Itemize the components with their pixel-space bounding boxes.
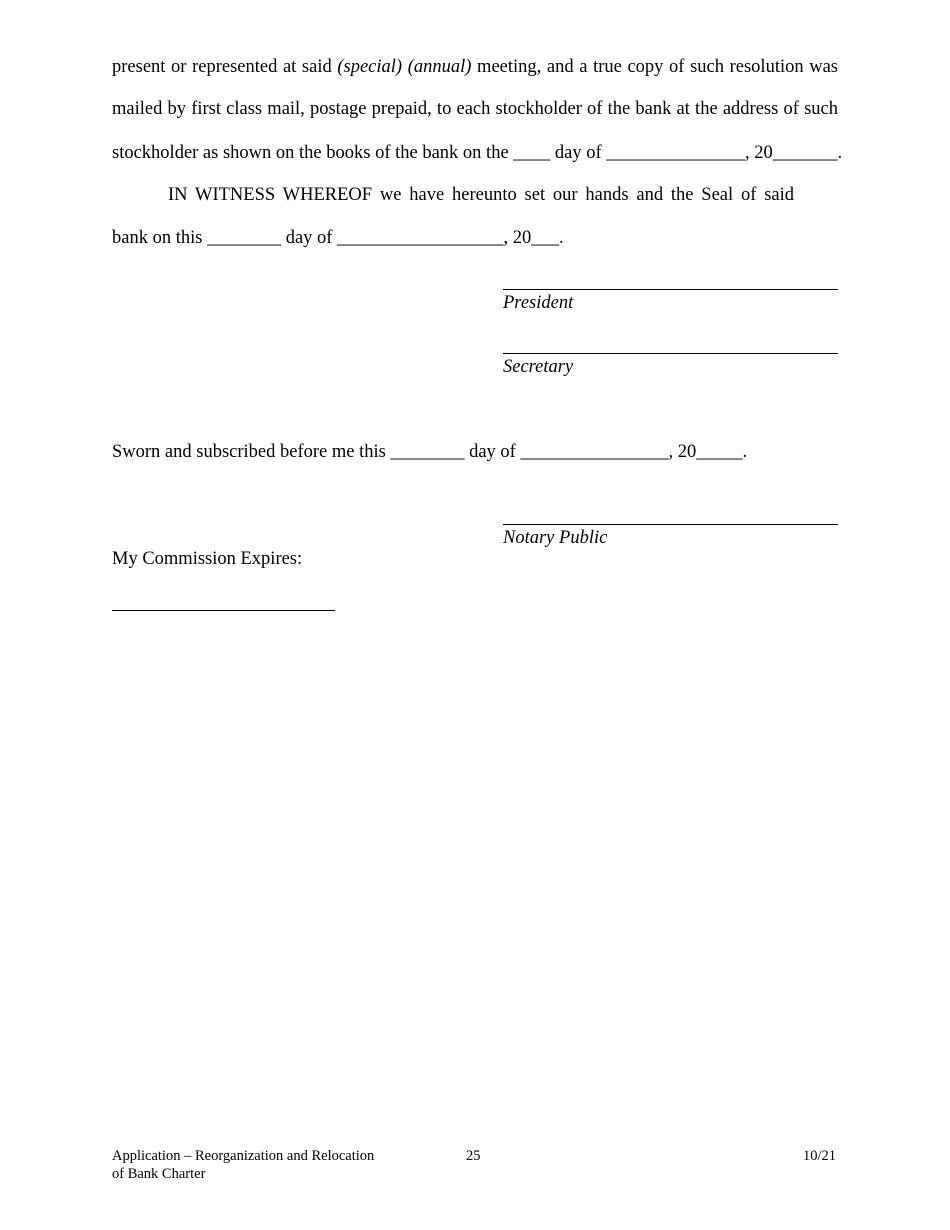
witness-line: IN WITNESS WHEREOF we have hereunto set our hands and the Seal of said xyxy=(168,185,794,205)
secretary-label: Secretary xyxy=(503,357,574,377)
footer-title xyxy=(112,1147,374,1183)
president-signature-line[interactable] xyxy=(503,289,838,290)
annual-option: (annual) xyxy=(407,57,472,77)
page-number: 25 xyxy=(466,1148,481,1164)
witness-date-line: bank on this ________ day of __________________, 20___. xyxy=(112,228,564,248)
secretary-signature-line[interactable] xyxy=(503,353,838,354)
commission-expires-line[interactable] xyxy=(112,610,335,611)
sworn-statement: Sworn and subscribed before me this ________ day of ________________, 20_____. xyxy=(112,442,748,462)
footer-title-line-2: of Bank Charter xyxy=(112,1166,206,1182)
line1-post-text: meeting, and a true copy of such resolution was xyxy=(471,57,838,77)
notary-label: Notary Public xyxy=(503,528,608,548)
footer-title-line-1: Application – Reorganization and Relocation xyxy=(112,1148,375,1164)
special-option: (special) xyxy=(337,57,403,77)
paragraph-line-1 xyxy=(112,55,838,79)
commission-expires-label: My Commission Expires: xyxy=(112,549,303,569)
notary-signature-line[interactable] xyxy=(503,524,838,525)
paragraph-line-2: mailed by first class mail, postage prepaid, to each stockholder of the bank at the address of such xyxy=(112,99,838,119)
revision-date: 10/21 xyxy=(803,1148,837,1164)
line1-pre-text: present or represented at said xyxy=(112,57,338,77)
president-label: President xyxy=(503,293,574,313)
paragraph-line-3: stockholder as shown on the books of the bank on the ____ day of _______________, 20_______. xyxy=(112,143,843,163)
